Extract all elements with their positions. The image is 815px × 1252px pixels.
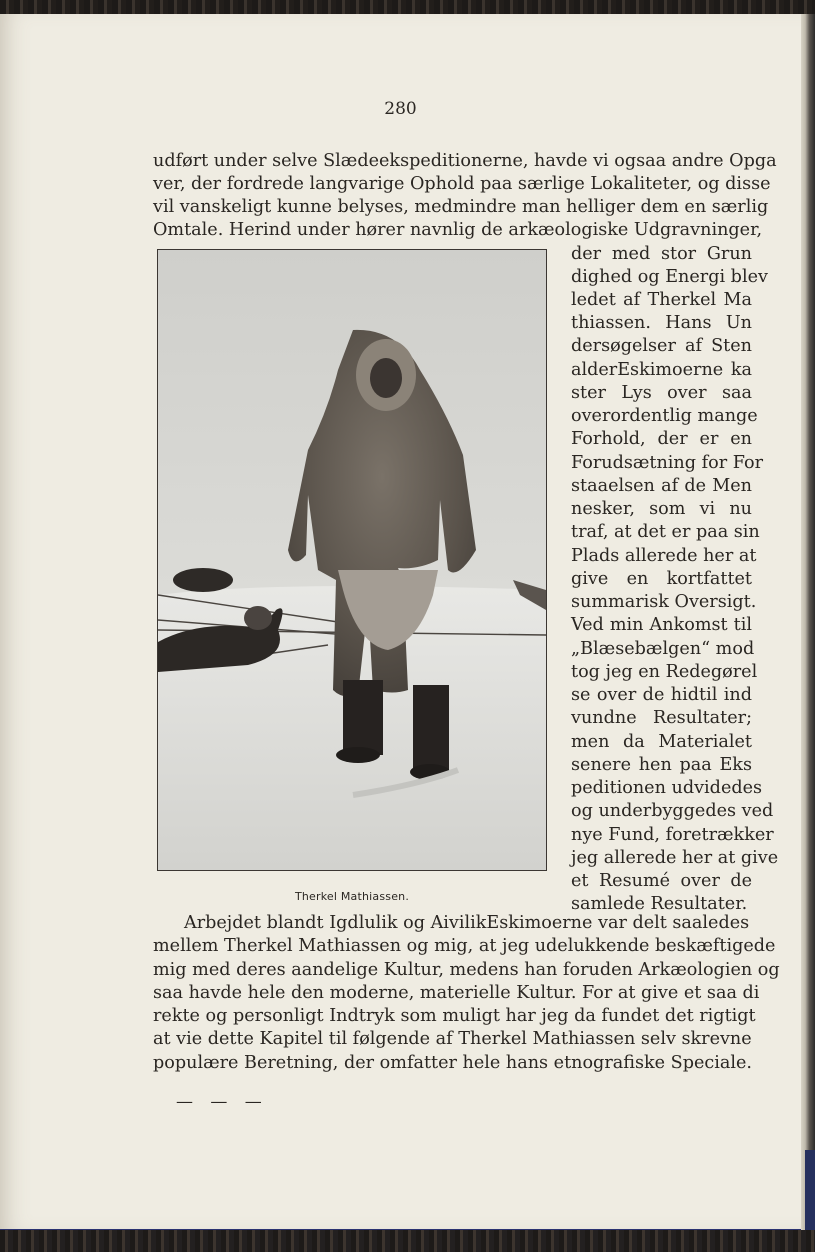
text-line: ledet af Therkel Ma xyxy=(571,290,752,310)
text-line: senere hen paa Eks xyxy=(571,755,752,775)
text-line: dersøgelser af Sten xyxy=(571,336,752,356)
text-line: ver, der fordrede langvarige Ophold paa særlige Lokaliteter, og disse xyxy=(153,174,771,194)
photo-illustration xyxy=(158,250,546,870)
book-page xyxy=(0,14,801,1232)
text-line: der med stor Grun xyxy=(571,244,752,264)
text-line: Forudsætning for For xyxy=(571,453,763,473)
text-line: nesker, som vi nu xyxy=(571,499,752,519)
photograph xyxy=(157,249,547,871)
text-line: alderEskimoerne ka xyxy=(571,360,752,380)
text-line: samlede Resultater. xyxy=(571,894,748,914)
text-line: Omtale. Herind under hører navnlig de arkæologiske Udgravninger, xyxy=(153,220,763,240)
text-line: jeg allerede her at give xyxy=(571,848,779,868)
text-line: vundne Resultater; xyxy=(571,708,752,728)
text-line: Plads allerede her at xyxy=(571,546,757,566)
photo-caption: Therkel Mathiassen. xyxy=(294,890,410,903)
text-line: mig med deres aandelige Kultur, medens han foruden Arkæologien og xyxy=(153,960,780,980)
text-line: tog jeg en Redegørel xyxy=(571,662,758,682)
book-bottom-edge xyxy=(0,1230,815,1252)
text-line: vil vanskeligt kunne belyses, medmindre man helliger dem en særlig xyxy=(153,197,769,217)
book-cover-edge xyxy=(805,1150,815,1234)
text-line: give en kortfattet xyxy=(571,569,752,589)
text-line: Arbejdet blandt Igdlulik og AivilikEskimoerne var delt saaledes xyxy=(184,913,750,933)
text-line: summarisk Oversigt. xyxy=(571,592,757,612)
text-line: men da Materialet xyxy=(571,732,752,752)
text-line: se over de hidtil ind xyxy=(571,685,752,705)
text-line: peditionen udvidedes xyxy=(571,778,763,798)
text-line: thiassen. Hans Un xyxy=(571,313,752,333)
text-line: ster Lys over saa xyxy=(571,383,752,403)
text-line: dighed og Energi blev xyxy=(571,267,768,287)
text-line: saa havde hele den moderne, materielle Kultur. For at give et saa di xyxy=(153,983,760,1003)
text-line: staaelsen af de Men xyxy=(571,476,752,496)
text-line: overordentlig mange xyxy=(571,406,758,426)
book-spine xyxy=(801,14,815,1234)
section-end-mark: — — — xyxy=(176,1092,268,1112)
text-line: Forhold, der er en xyxy=(571,429,752,449)
text-line: traf, at det er paa sin xyxy=(571,522,760,542)
text-line: nye Fund, foretrækker xyxy=(571,825,774,845)
page-number: 280 xyxy=(384,99,417,119)
text-line: Ved min Ankomst til xyxy=(571,615,752,635)
text-line: rekte og personligt Indtryk som muligt har jeg da fundet det rigtigt xyxy=(153,1006,756,1026)
text-line: at vie dette Kapitel til følgende af Therkel Mathiassen selv skrevne xyxy=(153,1029,752,1049)
text-line: mellem Therkel Mathiassen og mig, at jeg udelukkende beskæftigede xyxy=(153,936,776,956)
text-line: „Blæsebælgen“ mod xyxy=(571,639,755,659)
text-line: udført under selve Slædeekspeditionerne, havde vi ogsaa andre Opga xyxy=(153,151,777,171)
text-line: et Resumé over de xyxy=(571,871,752,891)
text-line: populære Beretning, der omfatter hele hans etnografiske Speciale. xyxy=(153,1053,752,1073)
text-line: og underbyggedes ved xyxy=(571,801,774,821)
